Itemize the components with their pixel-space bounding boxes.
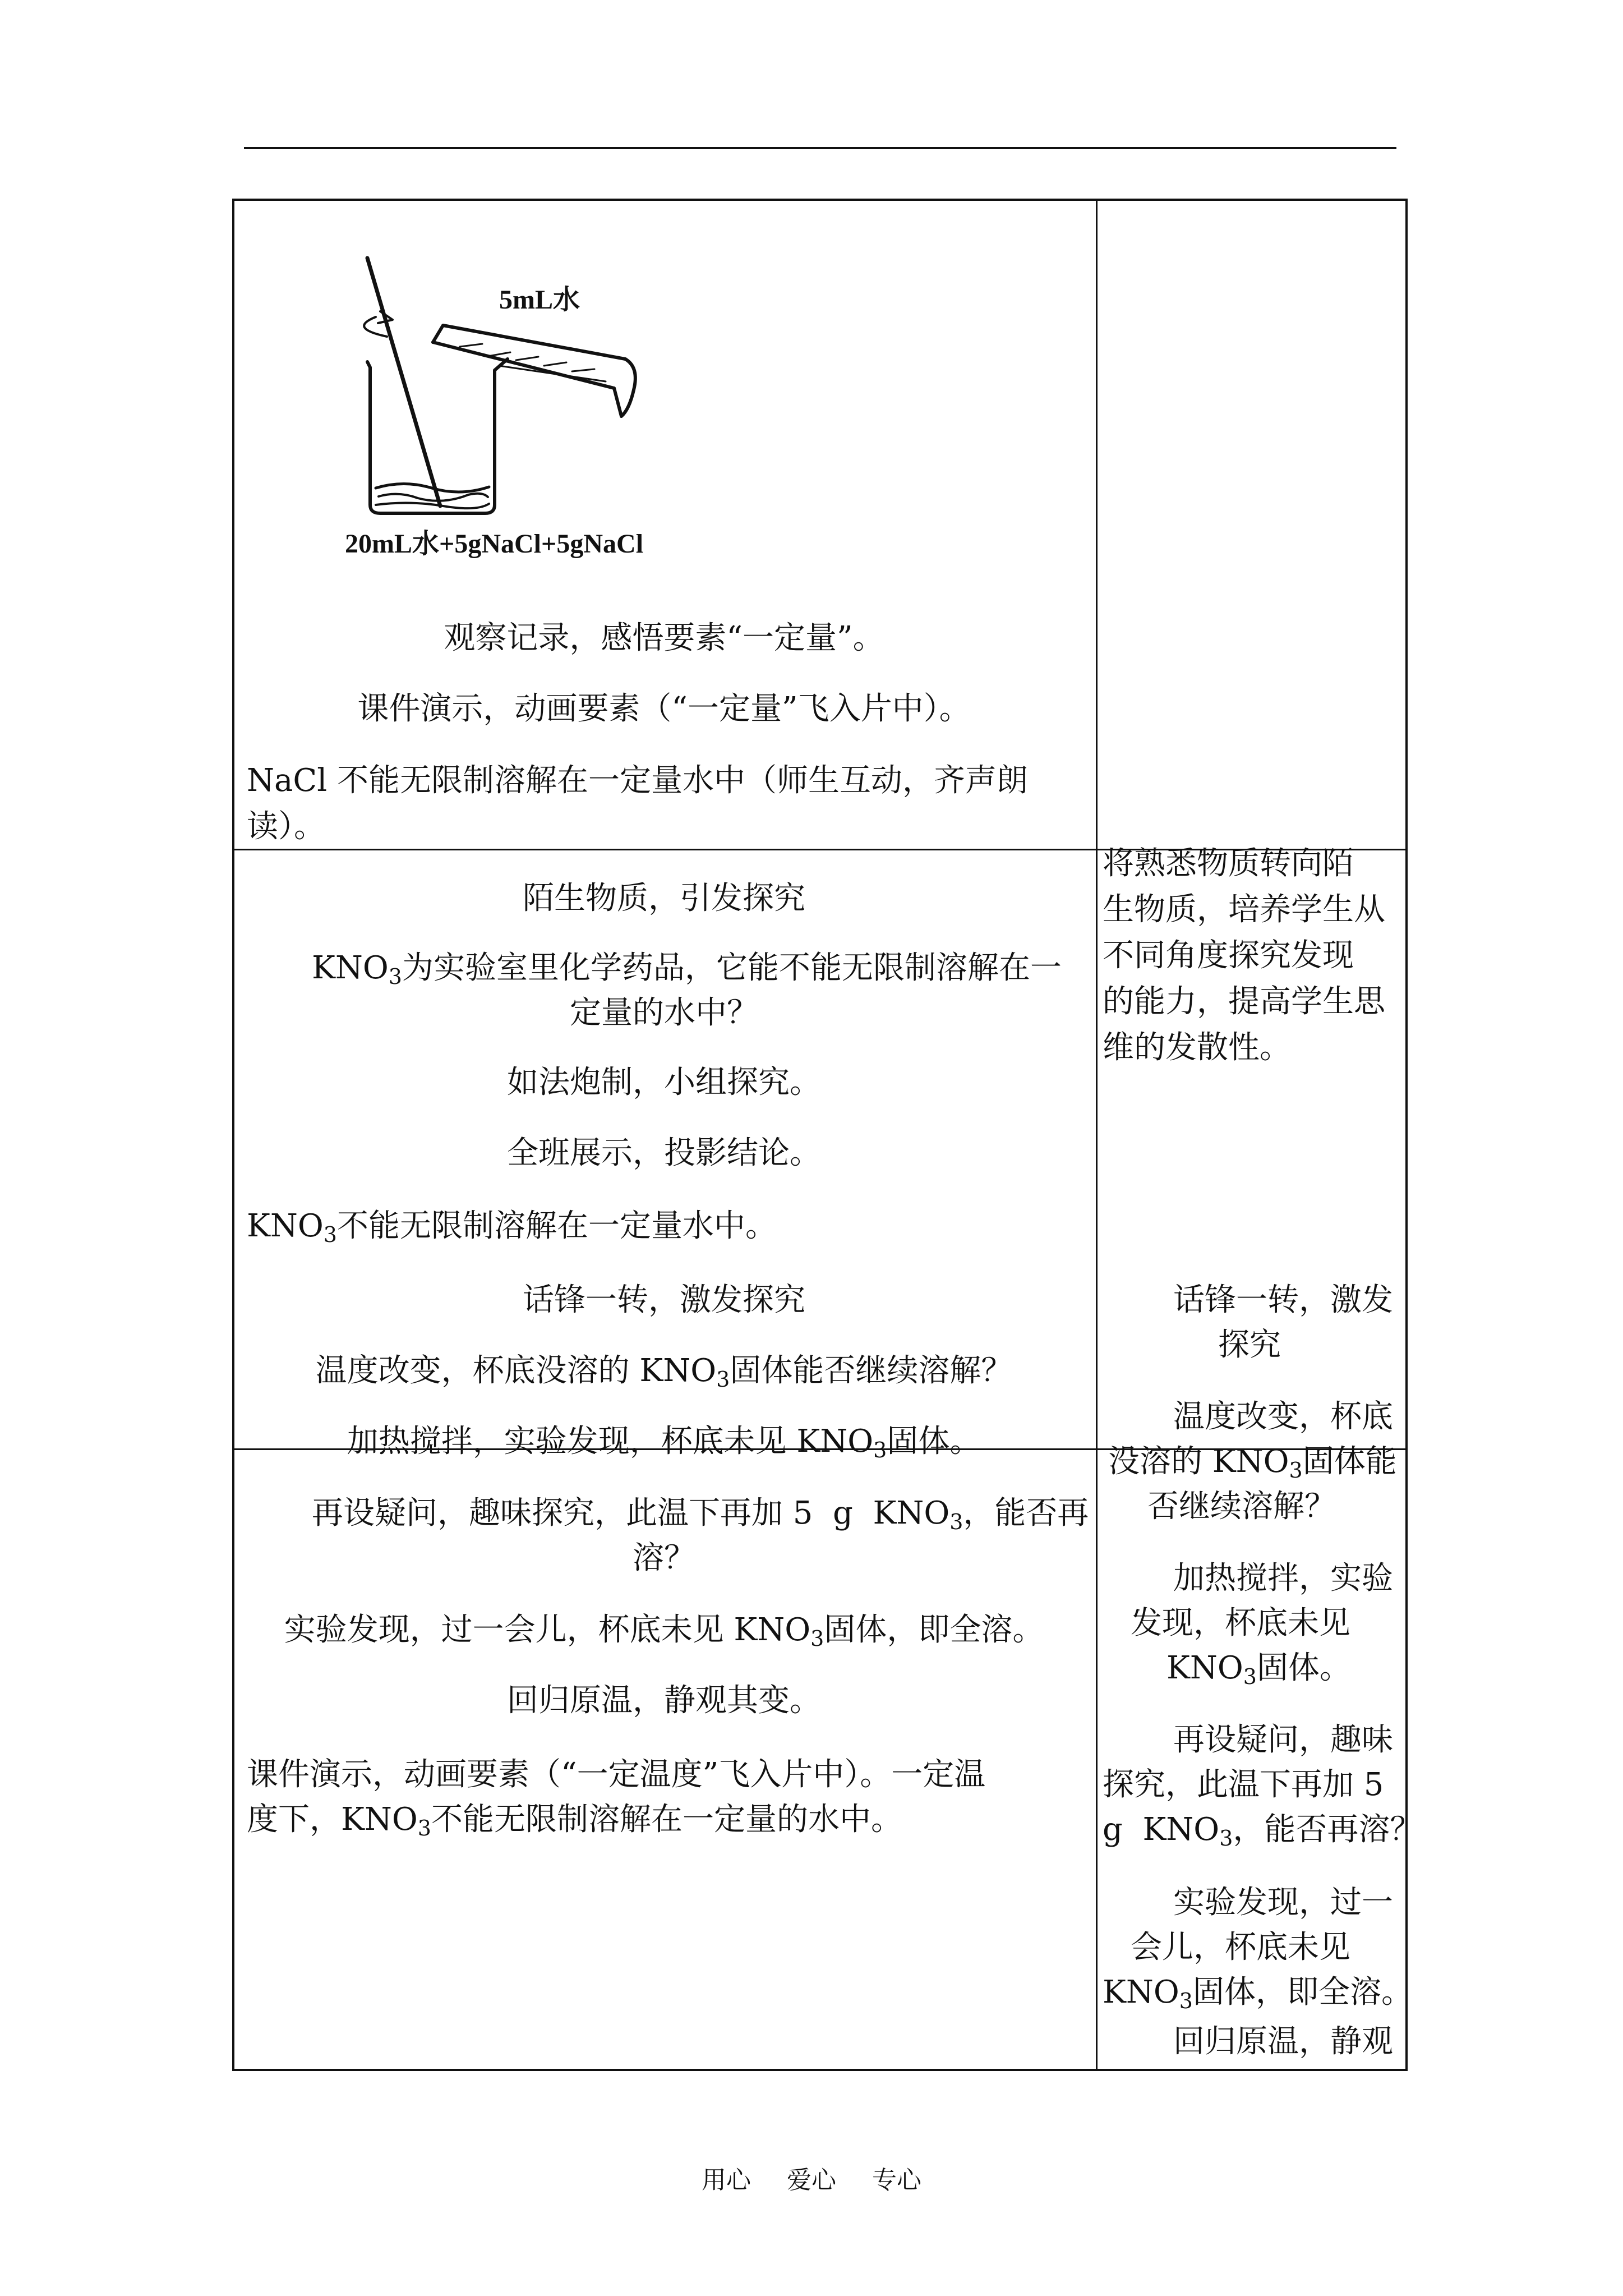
row2-question-line2: 定量的水中？ [570,995,758,1031]
row3-note-d3: g $KNO_3$，能否再溶？ [1103,1811,1422,1851]
footer-word-2: 爱心 [787,2166,836,2194]
row1-courseware-text: 课件演示，动画要素（“一定量”飞入片中）。 [357,691,971,727]
row2-class-show: 全班展示，投影结论。 [507,1135,821,1171]
row1-nacl-line1: NaCl 不能无限制溶解在一定量水中（师生互动，齐声朗 [247,762,1028,799]
graduated-cylinder-icon [433,325,635,416]
glass-rod-icon [367,258,440,506]
row3-add-more-line1: 再设疑问，趣味探究，此温下再加 5 g $KNO_3$，能否再 [312,1495,1089,1534]
row2-question-line1: $KNO_3$为实验室里化学药品，它能不能无限制溶解在一 [312,950,1062,989]
row1-nacl-line2: 读）。 [247,808,325,845]
beaker-label: 20mL水+5gNaCl+5gNaCl [345,529,644,559]
row3-note-b2: 没溶的 $KNO_3$固体能 [1108,1443,1397,1483]
row3-note-d2: 探究，此温下再加 5 [1103,1766,1384,1803]
row3-note-b3: 否继续溶解？ [1147,1488,1336,1525]
row3-return-temp: 回归原温，静观其变。 [507,1682,821,1719]
row3-add-more-line2: 溶？ [633,1540,695,1576]
row2-group-inquiry: 如法炮制，小组探究。 [507,1064,821,1101]
row3-heating-result: 加热搅拌，实验发现，杯底未见 $KNO_3$固体。 [347,1423,981,1462]
row3-note-f1: 回归原温，静观 [1173,2023,1393,2060]
page-footer [0,2160,1623,2196]
row2-title: 陌生物质，引发探究 [523,880,805,917]
row3-courseware-line1: 课件演示，动画要素（“一定温度”飞入片中）。一定温 [247,1756,986,1793]
row3-dissolved-result: 实验发现，过一会儿，杯底未见 $KNO_3$固体，即全溶。 [284,1612,1044,1651]
row3-note-c2: 发现，杯底未见 [1131,1605,1350,1641]
column-divider [1096,201,1098,2069]
row3-note-c3: $KNO_3$固体。 [1166,1650,1351,1689]
row2-note-line5: 维的发散性。 [1103,1029,1291,1066]
row3-note-e3: $KNO_3$固体，即全溶。 [1103,1974,1413,2013]
row3-note-b1: 温度改变，杯底 [1173,1398,1393,1435]
row3-note-a2: 探究 [1218,1327,1281,1363]
row2-note-line4: 的能力，提高学生思 [1103,983,1385,1020]
row2-note-line3: 不同角度探究发现 [1103,937,1354,974]
row2-note-line2: 生物质，培养学生从 [1103,891,1385,928]
row3-courseware-line2: 度下，$KNO_3$不能无限制溶解在一定量的水中。 [247,1801,902,1841]
cylinder-label: 5mL水 [499,285,580,315]
row3-note-e2: 会儿，杯底未见 [1131,1929,1350,1966]
row3-note-a1: 话锋一转，激发 [1173,1282,1393,1318]
row3-title: 话锋一转，激发探究 [523,1282,805,1318]
row2-conclusion: $KNO_3$不能无限制溶解在一定量水中。 [247,1208,777,1247]
row2-note-line1: 将熟悉物质转向陌 [1103,845,1354,882]
row3-note-e1: 实验发现，过一 [1173,1884,1393,1921]
header-rule [244,147,1396,149]
row3-temperature-question: 温度改变，杯底没溶的 $KNO_3$固体能否继续溶解？ [315,1352,1013,1392]
row1-observe-text: 观察记录，感悟要素“一定量”。 [444,620,884,656]
row3-note-c1: 加热搅拌，实验 [1173,1560,1393,1596]
row3-note-d1: 再设疑问，趣味 [1173,1722,1393,1758]
footer-word-3: 专心 [872,2166,921,2194]
experiment-diagram [314,241,718,561]
footer-word-1: 用心 [702,2166,751,2194]
